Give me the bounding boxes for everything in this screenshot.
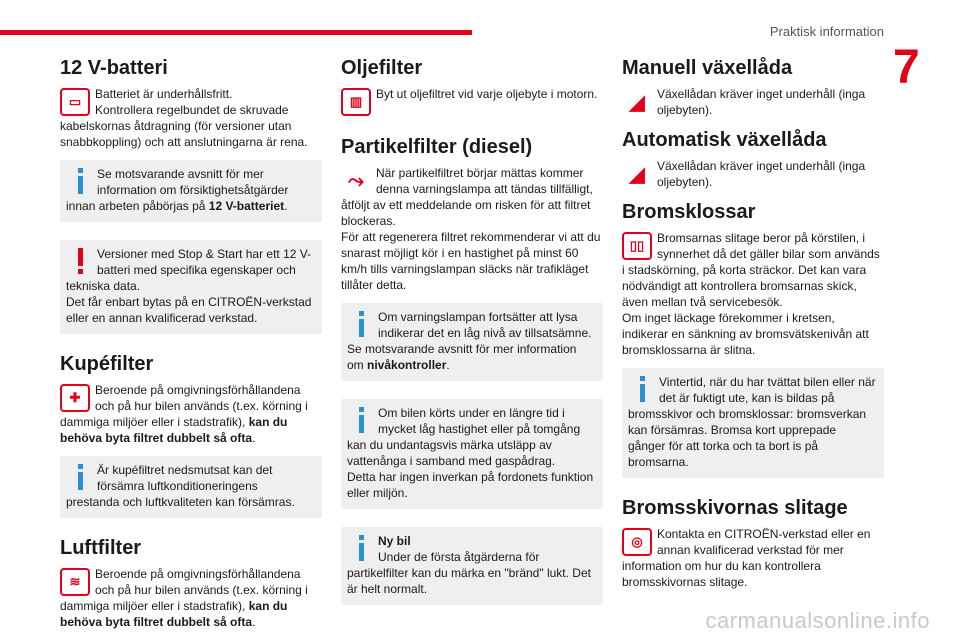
column-middle xyxy=(341,56,603,623)
battery-icon: ▭ xyxy=(60,88,90,116)
brake-discs-title: Bromsskivornas slitage xyxy=(622,497,848,519)
brake-pads-title: Bromsklossar xyxy=(622,201,756,223)
particle-filter-title: Partikelfilter (diesel) xyxy=(341,136,533,158)
cabin-filter-info-note: Är kupéfiltret nedsmutsat kan det försämra luftkonditioneringens prestanda och luftkvaliteten kan försämras. xyxy=(60,456,322,518)
battery-title: 12 V-batteri xyxy=(60,57,168,79)
battery-warning-note: Versioner med Stop & Start har ett 12 V-batteri med specifika egenskaper och tekniska data. Det får enbart bytas på en CITROËN-verkstad eller en annan kvalificerad verkstad. xyxy=(60,240,322,334)
oil-filter-icon: ▥ xyxy=(341,88,371,116)
particle-info-note-2: Om bilen körts under en längre tid i mycket låg hastighet eller på tomgång kan du undantagsvis märka utsläpp av vattenånga i samband med gaspådrag. Detta har ingen inverkan på fordonets funktion eller miljön. xyxy=(341,399,603,509)
info-icon xyxy=(359,407,364,435)
info-icon xyxy=(359,535,364,563)
brake-pads-info-note: Vintertid, när du har tvättat bilen eller när det är fuktigt ute, kan is bildas på bromsskivor och bromsklossar: bromsverkan kan försämras. Bromsa kort upprepade gånger för att torka och ta bort is på bromsarna. xyxy=(622,368,884,478)
particle-filter-warning-lamp-icon: ⤳ xyxy=(348,169,364,192)
cabin-filter-icon: ✚ xyxy=(60,384,90,412)
particle-info-note-3: Ny bil Under de första åtgärderna för partikelfilter kan du märka en "bränd" lukt. Det är helt normalt. xyxy=(341,527,603,605)
particle-filter-text-2: För att regenerera filtret rekommenderar vi att du snarast möjligt kör i en hastighet på minst 60 km/h tills varningslampan släcks när trafikläget tillåter detta. xyxy=(341,230,601,292)
gearbox-icon: ◢ xyxy=(629,163,645,186)
oil-filter-title: Oljefilter xyxy=(341,57,423,79)
auto-gearbox-title: Automatisk växellåda xyxy=(622,129,827,151)
top-accent-bar xyxy=(0,30,472,35)
particle-info-note-1: Om varningslampan fortsätter att lysa indikerar det en låg nivå av tillsatsämne. Se motsvarande avsnitt för mer information om nivåkontroller. xyxy=(341,303,603,381)
auto-gearbox-text: Växellådan kräver inget underhåll (inga oljebyten). xyxy=(657,159,866,189)
cabin-filter-title: Kupéfilter xyxy=(60,353,154,375)
brake-pads-text-1: Bromsarnas slitage beror på körstilen, i synnerhet då det gäller bilar som används i stadskörning, på korta sträckor. Det kan vara nödvändigt att kontrollera bromsarnas skick, även mellan två servicebesök. xyxy=(622,231,880,309)
manual-gearbox-title: Manuell växellåda xyxy=(622,57,793,79)
battery-info-note: Se motsvarande avsnitt för mer information om försiktighetsåtgärder innan arbeten påbörjas på 12 V-batteriet. xyxy=(60,160,322,222)
brake-pads-icon: ▯▯ xyxy=(622,232,652,260)
warning-icon xyxy=(78,248,83,276)
chapter-number: 7 xyxy=(893,41,920,94)
brake-disc-icon: ◎ xyxy=(622,528,652,556)
gearbox-icon: ◢ xyxy=(629,91,645,114)
air-filter-icon: ≋ xyxy=(60,568,90,596)
battery-text-2: Kontrollera regelbundet de skruvade kabelskornas åtdragning (för versioner utan snabbkoppling) och att anslutningarna är rena. xyxy=(60,103,308,149)
oil-filter-text: Byt ut oljefiltret vid varje oljebyte i motorn. xyxy=(376,87,598,101)
brake-pads-text-2: Om inget läckage förekommer i kretsen, indikerar en sänkning av bromsvätskenivån att bromsklossarna är slitna. xyxy=(622,311,869,357)
air-filter-title: Luftfilter xyxy=(60,537,142,559)
brake-discs-text: Kontakta en CITROËN-verkstad eller en annan kvalificerad verkstad för mer information om hur du kan kontrollera bromsskivornas slitage. xyxy=(622,527,871,589)
battery-text-1: Batteriet är underhållsfritt. xyxy=(95,87,233,101)
section-header: Praktisk information xyxy=(769,24,884,39)
info-icon xyxy=(359,311,364,339)
air-filter-text: Beroende på omgivningsförhållandena och på hur bilen används (t.ex. körning i dammiga miljöer eller i stadstrafik), kan du behöva byta filtret dubbelt så ofta. xyxy=(60,567,308,629)
watermark: carmanualsonline.info xyxy=(705,608,930,633)
particle-filter-text-1: När partikelfiltret börjar mättas kommer denna varningslampa att tändas tillfälligt, åtföljt av ett meddelande om risken för att filtret blockeras. xyxy=(341,166,593,228)
column-right xyxy=(622,56,884,590)
info-icon xyxy=(78,464,83,492)
manual-gearbox-text: Växellådan kräver inget underhåll (inga oljebyten). xyxy=(657,87,866,117)
info-icon xyxy=(640,376,645,404)
info-icon xyxy=(78,168,83,196)
cabin-filter-text: Beroende på omgivningsförhållandena och på hur bilen används (t.ex. körning i dammiga miljöer eller i stadstrafik), kan du behöva byta filtret dubbelt så ofta. xyxy=(60,383,308,445)
column-left xyxy=(60,56,322,630)
